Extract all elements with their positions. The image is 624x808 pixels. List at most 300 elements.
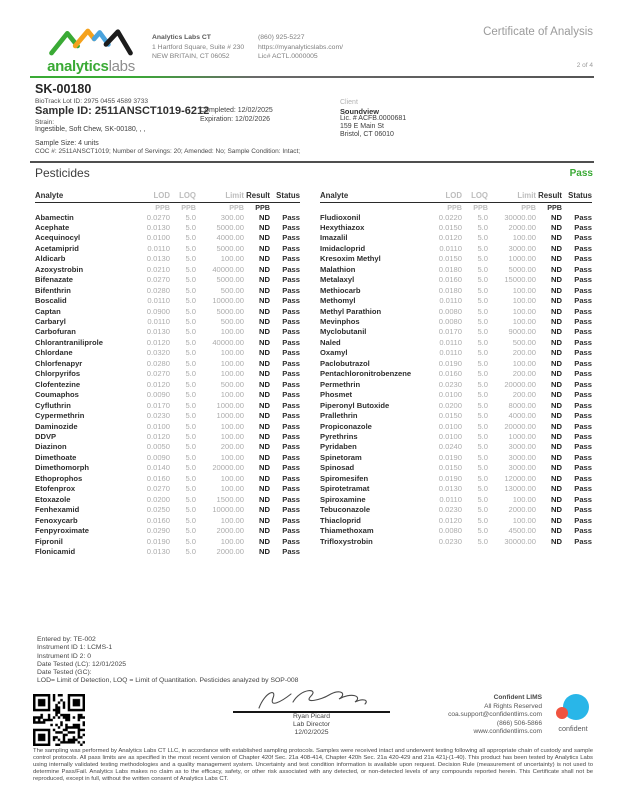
client-label: Client: [340, 99, 358, 106]
table-cell: 100.00: [220, 536, 244, 546]
table-row: [320, 484, 592, 494]
table-cell: 0.0110: [439, 243, 462, 253]
table-cell: Aldicarb: [35, 254, 66, 264]
table-cell: Daminozide: [35, 421, 78, 431]
table-cell: Myclobutanil: [320, 327, 367, 337]
table-cell: 200.00: [512, 369, 536, 379]
table-row: [320, 474, 592, 484]
table-row: [320, 286, 592, 296]
signature-date: 12/02/2025: [294, 728, 329, 736]
units-cell: PPB: [473, 203, 488, 212]
column-header-analyte: Analyte: [320, 190, 422, 203]
table-row: [320, 463, 592, 473]
table-cell: ND: [259, 400, 270, 410]
table-row: [35, 317, 300, 327]
table-cell: Pass: [574, 233, 592, 243]
table-cell: Pass: [282, 547, 300, 556]
table-cell: 5.0: [185, 358, 196, 368]
table-row: [35, 359, 300, 369]
table-cell: 100.00: [220, 484, 244, 494]
units-cell: PPB: [229, 203, 244, 212]
page-number: 2 of 4: [576, 62, 593, 69]
table-cell: 0.0160: [146, 473, 170, 483]
table-row: [35, 296, 300, 306]
table-cell: 100.00: [512, 233, 536, 243]
table-cell: ND: [551, 296, 562, 306]
table-cell: Pass: [282, 463, 300, 473]
column-header-result: Result: [244, 190, 270, 203]
table-cell: ND: [551, 421, 562, 431]
table-cell: 100.00: [220, 254, 244, 264]
table-cell: 5000.00: [508, 264, 536, 274]
table-cell: Pass: [574, 379, 592, 389]
table-cell: 5.0: [477, 222, 488, 232]
table-cell: 500.00: [220, 379, 244, 389]
table-cell: Dimethomorph: [35, 463, 89, 473]
table-cell: 5.0: [477, 358, 488, 368]
table-cell: ND: [551, 473, 562, 483]
table-cell: Etoxazole: [35, 494, 71, 504]
table-cell: 0.0130: [146, 327, 170, 337]
table-cell: Pass: [282, 296, 300, 306]
table-cell: 0.0090: [146, 452, 170, 462]
table-cell: 0.0170: [146, 400, 170, 410]
table-row: [35, 432, 300, 442]
section-divider: [30, 161, 594, 163]
lab-contact-block: [258, 33, 343, 62]
table-cell: Methyl Parathion: [320, 306, 382, 316]
table-row: [35, 265, 300, 275]
table-cell: 5.0: [477, 275, 488, 285]
table-cell: Pass: [574, 432, 592, 442]
table-cell: 0.0160: [438, 275, 462, 285]
table-row: [35, 495, 300, 505]
table-cell: 100.00: [512, 306, 536, 316]
table-row: [320, 495, 592, 505]
table-cell: ND: [551, 390, 562, 400]
table-cell: 5.0: [477, 212, 488, 222]
units-cell: PPB: [547, 203, 562, 212]
table-cell: 5.0: [185, 264, 196, 274]
table-cell: ND: [259, 379, 270, 389]
table-cell: 5.0: [185, 526, 196, 536]
table-cell: 5.0: [477, 264, 488, 274]
table-cell: Diazinon: [35, 442, 67, 452]
column-header-analyte: Analyte: [35, 190, 130, 203]
table-cell: 2000.00: [216, 526, 244, 536]
table-cell: ND: [259, 463, 270, 473]
table-cell: 0.0150: [438, 254, 462, 264]
table-cell: Pass: [282, 421, 300, 431]
table-cell: 100.00: [220, 421, 244, 431]
table-cell: 200.00: [220, 442, 244, 452]
table-cell: 200.00: [512, 348, 536, 358]
table-row: [35, 526, 300, 536]
biotrack-lot-id: BioTrack Lot ID: 2975 0455 4589 3733: [35, 98, 149, 105]
table-cell: 20000.00: [212, 463, 244, 473]
table-row: [35, 516, 300, 526]
analysis-info-block: [37, 636, 298, 686]
table-cell: Metalaxyl: [320, 275, 355, 285]
table-cell: 0.0210: [146, 264, 170, 274]
table-cell: Chlorantraniliprole: [35, 337, 103, 347]
table-cell: 100.00: [220, 390, 244, 400]
table-cell: ND: [551, 452, 562, 462]
client-license: Lic. # ACFB.0000681: [340, 115, 407, 122]
table-cell: 30000.00: [504, 212, 536, 222]
table-cell: ND: [259, 254, 270, 264]
table-row: [320, 442, 592, 452]
table-cell: 500.00: [512, 337, 536, 347]
table-cell: 12000.00: [504, 473, 536, 483]
table-cell: ND: [259, 327, 270, 337]
table-cell: ND: [551, 285, 562, 295]
table-cell: 15000.00: [504, 275, 536, 285]
table-cell: Oxamyl: [320, 348, 348, 358]
sample-size: Sample Size: 4 units: [35, 140, 99, 147]
table-cell: ND: [259, 337, 270, 347]
table-cell: Pass: [574, 494, 592, 504]
table-cell: ND: [259, 526, 270, 536]
table-cell: ND: [259, 317, 270, 327]
header-divider: [30, 76, 594, 78]
table-cell: 0.0250: [146, 505, 170, 515]
table-cell: Chlorfenapyr: [35, 358, 83, 368]
table-cell: ND: [259, 515, 270, 525]
table-cell: 0.0150: [438, 411, 462, 421]
table-cell: 13000.00: [504, 484, 536, 494]
table-cell: 0.0230: [438, 505, 462, 515]
table-cell: Pass: [282, 442, 300, 452]
table-row: [35, 411, 300, 421]
table-cell: 40000.00: [212, 337, 244, 347]
client-address-line1: 159 E Main St: [340, 123, 384, 130]
table-cell: 5.0: [477, 484, 488, 494]
table-cell: Acephate: [35, 222, 70, 232]
table-cell: 0.0320: [146, 348, 170, 358]
table-cell: ND: [551, 264, 562, 274]
units-cell: PPB: [447, 203, 462, 212]
units-cell: PPB: [255, 203, 270, 212]
table-cell: Pass: [282, 473, 300, 483]
table-cell: ND: [551, 275, 562, 285]
analytics-labs-logo: [34, 27, 148, 75]
table-cell: 1000.00: [216, 411, 244, 421]
table-cell: Pass: [574, 212, 592, 222]
table-cell: 0.0120: [146, 432, 170, 442]
table-cell: ND: [551, 222, 562, 232]
entered-by: Entered by: TE-002: [37, 636, 96, 643]
table-cell: ND: [551, 432, 562, 442]
column-header-lod: LOD: [130, 190, 170, 203]
table-cell: ND: [259, 505, 270, 515]
table-cell: 5.0: [185, 494, 196, 504]
table-cell: ND: [551, 254, 562, 264]
table-row: [320, 327, 592, 337]
table-cell: 0.0230: [146, 411, 170, 421]
table-cell: 10000.00: [212, 296, 244, 306]
table-cell: 5.0: [477, 494, 488, 504]
table-cell: 5.0: [185, 505, 196, 515]
sample-sku: SK-00180: [35, 82, 92, 96]
table-cell: Pass: [574, 296, 592, 306]
table-cell: Pass: [574, 400, 592, 410]
table-cell: 0.0150: [438, 463, 462, 473]
table-cell: 0.0190: [438, 358, 462, 368]
table-cell: 0.0190: [438, 452, 462, 462]
table-row: [320, 317, 592, 327]
lab-website: https://myanalyticslabs.com/: [258, 43, 343, 51]
column-header-lod: LOD: [422, 190, 462, 203]
table-cell: Pass: [282, 400, 300, 410]
table-cell: 0.0100: [438, 432, 462, 442]
table-cell: Dimethoate: [35, 452, 77, 462]
table-cell: ND: [551, 327, 562, 337]
client-name: Soundview: [340, 107, 380, 116]
table-cell: 5.0: [185, 432, 196, 442]
table-row: [320, 244, 592, 254]
confident-logo-icon: [550, 694, 596, 722]
table-cell: Pass: [282, 337, 300, 347]
table-cell: 0.0100: [146, 233, 170, 243]
table-cell: 100.00: [220, 473, 244, 483]
table-cell: Pass: [574, 317, 592, 327]
table-cell: ND: [259, 275, 270, 285]
table-cell: ND: [259, 358, 270, 368]
table-cell: 5000.00: [216, 243, 244, 253]
table-cell: 10000.00: [212, 505, 244, 515]
table-row: [320, 254, 592, 264]
table-cell: 2000.00: [508, 222, 536, 232]
signature-block: [233, 686, 390, 737]
expiration-date: Expiration: 12/02/2026: [200, 116, 271, 123]
table-cell: Mevinphos: [320, 317, 360, 327]
table-cell: 0.0110: [439, 296, 462, 306]
table-cell: 5.0: [185, 327, 196, 337]
date-tested-gc: Date Tested (GC):: [37, 669, 92, 677]
instrument-id-2: Instrument ID 2: 0: [37, 652, 92, 660]
table-cell: DDVP: [35, 432, 57, 442]
table-cell: 5.0: [185, 390, 196, 400]
column-header-status: Status: [562, 190, 592, 203]
table-cell: 100.00: [220, 432, 244, 442]
table-row: [320, 526, 592, 536]
table-cell: 5.0: [477, 243, 488, 253]
table-cell: Methomyl: [320, 296, 356, 306]
table-cell: 4000.00: [508, 411, 536, 421]
table-cell: ND: [259, 432, 270, 442]
table-cell: 0.0190: [146, 536, 170, 546]
table-cell: Pass: [574, 306, 592, 316]
table-cell: 5.0: [185, 285, 196, 295]
table-cell: ND: [259, 306, 270, 316]
table-cell: 4500.00: [508, 526, 536, 536]
table-row: [35, 213, 300, 223]
table-cell: Fenhexamid: [35, 505, 80, 515]
table-row: [35, 338, 300, 348]
table-row: [320, 411, 592, 421]
table-cell: ND: [259, 390, 270, 400]
table-cell: 0.0120: [146, 337, 170, 347]
table-cell: Pass: [282, 317, 300, 327]
table-cell: ND: [259, 494, 270, 504]
table-cell: 0.0280: [146, 285, 170, 295]
table-row: [320, 275, 592, 285]
table-row: [35, 484, 300, 494]
table-row: [320, 422, 592, 432]
table-cell: 5.0: [185, 296, 196, 306]
units-cell: [35, 203, 130, 213]
table-cell: Piperonyl Butoxide: [320, 400, 390, 410]
table-cell: ND: [259, 264, 270, 274]
table-cell: Fipronil: [35, 536, 63, 546]
lims-phone: (866) 506-5866: [496, 719, 542, 727]
table-cell: Pass: [574, 222, 592, 232]
table-cell: 0.0100: [438, 421, 462, 431]
table-cell: 0.0270: [146, 212, 170, 222]
table-cell: 500.00: [220, 317, 244, 327]
table-cell: 5.0: [477, 379, 488, 389]
table-cell: Chlordane: [35, 348, 73, 358]
table-cell: 9000.00: [508, 327, 536, 337]
units-cell: PPB: [521, 203, 536, 212]
table-cell: Paclobutrazol: [320, 358, 370, 368]
table-cell: 0.0080: [438, 306, 462, 316]
table-cell: 0.0160: [438, 369, 462, 379]
pesticides-table-right: [320, 190, 592, 547]
table-row: [35, 547, 300, 557]
table-cell: 0.0270: [146, 275, 170, 285]
table-cell: 1000.00: [508, 254, 536, 264]
table-row: [320, 505, 592, 515]
table-cell: 0.0220: [438, 212, 462, 222]
table-cell: ND: [551, 536, 562, 546]
table-cell: ND: [551, 400, 562, 410]
table-cell: 0.0270: [146, 369, 170, 379]
table-cell: Cyfluthrin: [35, 400, 71, 410]
table-cell: 0.0110: [439, 348, 462, 358]
table-cell: Pass: [574, 463, 592, 473]
table-cell: ND: [259, 547, 270, 556]
table-cell: Pass: [574, 484, 592, 494]
table-cell: ND: [259, 411, 270, 421]
table-cell: Pass: [574, 369, 592, 379]
table-cell: Pyrethrins: [320, 432, 358, 442]
table-cell: Pass: [574, 411, 592, 421]
table-cell: 500.00: [220, 285, 244, 295]
table-cell: Pass: [574, 505, 592, 515]
table-cell: Imazalil: [320, 233, 348, 243]
table-cell: 5.0: [185, 275, 196, 285]
table-cell: Hexythiazox: [320, 222, 365, 232]
table-cell: 5.0: [477, 400, 488, 410]
table-cell: ND: [551, 526, 562, 536]
table-cell: 5.0: [477, 296, 488, 306]
table-cell: 0.0200: [146, 494, 170, 504]
table-row: [35, 348, 300, 358]
table-cell: 5.0: [185, 421, 196, 431]
pesticides-table-left: [35, 190, 300, 557]
table-cell: Spirotetramat: [320, 484, 370, 494]
table-cell: 1000.00: [216, 400, 244, 410]
table-cell: ND: [551, 306, 562, 316]
table-cell: Pass: [282, 369, 300, 379]
table-cell: 0.0050: [146, 442, 170, 452]
table-cell: 100.00: [220, 348, 244, 358]
table-cell: Azoxystrobin: [35, 264, 84, 274]
table-cell: Pass: [282, 264, 300, 274]
table-cell: ND: [551, 411, 562, 421]
table-cell: ND: [551, 484, 562, 494]
table-cell: 5000.00: [216, 275, 244, 285]
table-cell: Pass: [282, 275, 300, 285]
table-cell: ND: [551, 243, 562, 253]
table-cell: 1000.00: [508, 432, 536, 442]
table-row: [35, 505, 300, 515]
table-cell: 0.0110: [147, 317, 170, 327]
column-header-limit: Limit: [196, 190, 244, 203]
table-cell: ND: [551, 348, 562, 358]
table-cell: 3000.00: [508, 243, 536, 253]
table-cell: Pass: [574, 337, 592, 347]
table-cell: Spiroxamine: [320, 494, 366, 504]
table-cell: Spinetoram: [320, 452, 362, 462]
lims-credit-block: [448, 694, 542, 737]
table-cell: Carbaryl: [35, 317, 66, 327]
table-row: [35, 233, 300, 243]
table-row: [35, 286, 300, 296]
table-cell: 5.0: [185, 400, 196, 410]
table-cell: Tebuconazole: [320, 505, 371, 515]
signer-name: Ryan Picard: [292, 712, 331, 720]
table-cell: 5.0: [477, 327, 488, 337]
table-cell: 2000.00: [508, 505, 536, 515]
table-cell: 5.0: [477, 473, 488, 483]
table-cell: Thiamethoxam: [320, 526, 374, 536]
table-cell: ND: [551, 442, 562, 452]
table-row: [35, 463, 300, 473]
instrument-id-1: Instrument ID 1: LCMS-1: [37, 644, 113, 652]
table-cell: 0.0130: [146, 547, 170, 556]
table-row: [35, 254, 300, 264]
table-cell: 0.0120: [438, 515, 462, 525]
units-cell: [320, 203, 422, 213]
table-cell: 5.0: [185, 348, 196, 358]
lims-rights: All Rights Reserved: [484, 702, 542, 710]
table-cell: 0.0150: [438, 222, 462, 232]
table-row: [320, 516, 592, 526]
table-cell: Pass: [282, 452, 300, 462]
table-cell: 0.0130: [146, 222, 170, 232]
table-cell: Pass: [574, 254, 592, 264]
table-cell: Pass: [282, 515, 300, 525]
table-cell: Captan: [35, 306, 61, 316]
table-cell: ND: [551, 463, 562, 473]
table-cell: 5.0: [185, 442, 196, 452]
lims-name: Confident LIMS: [493, 694, 542, 701]
table-cell: 5.0: [477, 285, 488, 295]
table-cell: 5.0: [185, 306, 196, 316]
table-cell: Pass: [574, 526, 592, 536]
table-cell: ND: [551, 494, 562, 504]
table-cell: Acequinocyl: [35, 233, 81, 243]
table-header-row: [320, 190, 592, 203]
table-cell: 100.00: [512, 285, 536, 295]
table-cell: Pass: [282, 390, 300, 400]
coc-info: COC #: 2511ANSCT1019; Number of Servings: 20; Amended: No; Sample Condition: Intact;: [35, 148, 301, 155]
table-cell: Pass: [282, 285, 300, 295]
table-row: [35, 422, 300, 432]
